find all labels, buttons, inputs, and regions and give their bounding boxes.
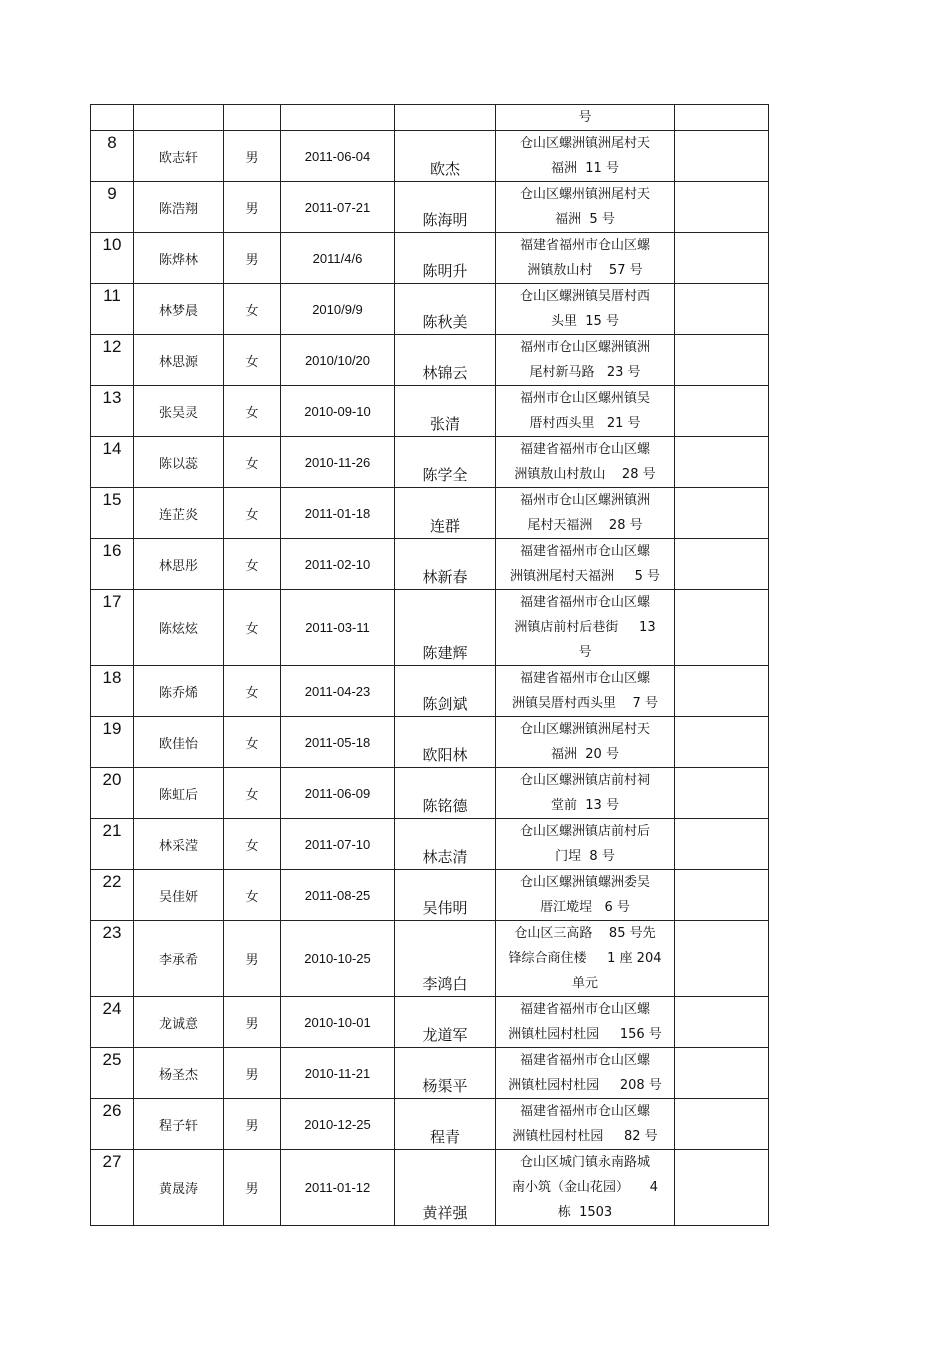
- sex-cell: 女: [224, 717, 281, 768]
- address-text: 福建省福州市仓山区螺 洲镇杜园村杜园 156 号: [508, 1002, 662, 1042]
- number-cell: [91, 386, 134, 437]
- birth-date-cell: 2011-05-18: [281, 717, 395, 768]
- number-text: 26: [102, 1101, 122, 1120]
- extra-cell: [675, 590, 769, 666]
- number-cell: [91, 1048, 134, 1099]
- sex-cell: 女: [224, 488, 281, 539]
- table-row: [91, 1150, 769, 1226]
- address-cell: [496, 768, 675, 819]
- number-cell: [91, 997, 134, 1048]
- address-text: 仓山区螺洲镇洲尾村天 福洲 20 号: [519, 722, 650, 762]
- number-cell: [91, 1099, 134, 1150]
- sex-cell: 男: [224, 921, 281, 997]
- student-name-cell: 吴佳妍: [134, 870, 224, 921]
- address-cell: [496, 437, 675, 488]
- student-name-cell: 连芷炎: [134, 488, 224, 539]
- address-cell: [496, 819, 675, 870]
- address-cell: [496, 105, 675, 131]
- number-text: 9: [107, 184, 117, 203]
- parent-name-cell: [395, 997, 496, 1048]
- sex-cell: 男: [224, 997, 281, 1048]
- sex-cell: 男: [224, 1099, 281, 1150]
- number-text: 13: [102, 388, 122, 407]
- table-row: [91, 997, 769, 1048]
- number-cell: [91, 921, 134, 997]
- extra-cell: [675, 768, 769, 819]
- birth-date-cell: 2010/10/20: [281, 335, 395, 386]
- extra-cell: [675, 182, 769, 233]
- student-name-cell: 杨圣杰: [134, 1048, 224, 1099]
- sex-cell: [224, 105, 281, 131]
- extra-cell: [675, 1150, 769, 1226]
- address-cell: [496, 590, 675, 666]
- extra-cell: [675, 284, 769, 335]
- table-row: [91, 666, 769, 717]
- table-row: [91, 539, 769, 590]
- address-text: 福建省福州市仓山区螺 洲镇杜园村杜园 208 号: [508, 1053, 662, 1093]
- address-cell: [496, 539, 675, 590]
- table-row: [91, 233, 769, 284]
- parent-name-text: 陈剑斌: [422, 695, 468, 713]
- table-row: [91, 1099, 769, 1150]
- parent-name-text: 黄祥强: [422, 1204, 468, 1222]
- student-name-cell: 程子轩: [134, 1099, 224, 1150]
- parent-name-text: 龙道军: [422, 1026, 468, 1044]
- number-text: 23: [102, 923, 122, 942]
- parent-name-cell: [395, 182, 496, 233]
- address-text: 仓山区螺洲镇洲尾村天 福洲 11 号: [519, 136, 650, 176]
- student-name-cell: 林思彤: [134, 539, 224, 590]
- address-cell: [496, 717, 675, 768]
- address-text: 仓山区螺洲镇螺洲委吴 厝江墘埕 6 号: [519, 875, 650, 915]
- table-row: [91, 768, 769, 819]
- address-cell: [496, 386, 675, 437]
- number-text: 19: [102, 719, 122, 738]
- parent-name-cell: [395, 1099, 496, 1150]
- sex-cell: 男: [224, 1150, 281, 1226]
- number-cell: [91, 590, 134, 666]
- number-text: 27: [102, 1152, 122, 1171]
- number-text: 20: [102, 770, 122, 789]
- address-cell: [496, 131, 675, 182]
- address-cell: [496, 233, 675, 284]
- number-text: 21: [102, 821, 122, 840]
- address-text: 福建省福州市仓山区螺 洲镇洲尾村天福洲 5 号: [509, 544, 661, 584]
- parent-name-text: 林新春: [422, 568, 468, 586]
- number-cell: [91, 717, 134, 768]
- table-row: [91, 819, 769, 870]
- address-cell: [496, 284, 675, 335]
- extra-cell: [675, 539, 769, 590]
- parent-name-text: 陈秋美: [422, 313, 468, 331]
- number-text: 16: [102, 541, 122, 560]
- address-cell: [496, 182, 675, 233]
- table-row: [91, 437, 769, 488]
- student-name-cell: 陈虹后: [134, 768, 224, 819]
- parent-name-cell: [395, 539, 496, 590]
- table-row: [91, 488, 769, 539]
- number-text: 24: [102, 999, 122, 1018]
- birth-date-cell: [281, 105, 395, 131]
- table-row: [91, 105, 769, 131]
- extra-cell: [675, 666, 769, 717]
- birth-date-cell: 2011-01-12: [281, 1150, 395, 1226]
- address-cell: [496, 921, 675, 997]
- address-text: 仓山区螺洲镇店前村祠 堂前 13 号: [519, 773, 650, 813]
- extra-cell: [675, 1048, 769, 1099]
- sex-cell: 女: [224, 666, 281, 717]
- sex-cell: 男: [224, 131, 281, 182]
- parent-name-text: 连群: [429, 517, 460, 535]
- extra-cell: [675, 717, 769, 768]
- birth-date-cell: 2010-11-26: [281, 437, 395, 488]
- birth-date-cell: 2011-06-09: [281, 768, 395, 819]
- birth-date-cell: 2011-01-18: [281, 488, 395, 539]
- sex-cell: 女: [224, 819, 281, 870]
- parent-name-cell: [395, 819, 496, 870]
- number-cell: [91, 768, 134, 819]
- number-cell: [91, 335, 134, 386]
- parent-name-cell: [395, 590, 496, 666]
- parent-name-cell: [395, 105, 496, 131]
- number-cell: [91, 539, 134, 590]
- parent-name-cell: [395, 666, 496, 717]
- number-text: 8: [107, 133, 117, 152]
- sex-cell: 女: [224, 539, 281, 590]
- sex-cell: 女: [224, 590, 281, 666]
- address-cell: [496, 488, 675, 539]
- address-cell: [496, 1099, 675, 1150]
- student-name-cell: 陈浩翔: [134, 182, 224, 233]
- extra-cell: [675, 1099, 769, 1150]
- table-row: [91, 1048, 769, 1099]
- student-name-cell: 欧佳怡: [134, 717, 224, 768]
- birth-date-cell: 2011-06-04: [281, 131, 395, 182]
- sex-cell: 男: [224, 182, 281, 233]
- student-name-cell: 陈乔烯: [134, 666, 224, 717]
- sex-cell: 女: [224, 870, 281, 921]
- number-cell: [91, 182, 134, 233]
- extra-cell: [675, 997, 769, 1048]
- address-text: 仓山区螺州镇洲尾村天 福洲 5 号: [519, 187, 650, 227]
- number-cell: [91, 437, 134, 488]
- parent-name-cell: [395, 386, 496, 437]
- table-row: [91, 590, 769, 666]
- sex-cell: 女: [224, 386, 281, 437]
- extra-cell: [675, 437, 769, 488]
- parent-name-cell: [395, 717, 496, 768]
- extra-cell: [675, 335, 769, 386]
- sex-cell: 女: [224, 335, 281, 386]
- birth-date-cell: 2010/9/9: [281, 284, 395, 335]
- parent-name-cell: [395, 284, 496, 335]
- table-row: [91, 131, 769, 182]
- table-row: [91, 182, 769, 233]
- parent-name-cell: [395, 768, 496, 819]
- birth-date-cell: 2011-08-25: [281, 870, 395, 921]
- student-name-cell: 林思源: [134, 335, 224, 386]
- table-row: [91, 386, 769, 437]
- student-name-cell: 龙诚意: [134, 997, 224, 1048]
- address-text: 仓山区城门镇永南路城 南小筑（金山花园） 4 栋 1503: [512, 1155, 658, 1220]
- student-name-cell: 林采滢: [134, 819, 224, 870]
- birth-date-cell: 2011-02-10: [281, 539, 395, 590]
- parent-name-cell: [395, 131, 496, 182]
- number-text: 25: [102, 1050, 122, 1069]
- table-row: [91, 335, 769, 386]
- table-row: [91, 870, 769, 921]
- parent-name-text: 陈建辉: [422, 644, 468, 662]
- address-cell: [496, 997, 675, 1048]
- number-cell: [91, 284, 134, 335]
- address-cell: [496, 870, 675, 921]
- extra-cell: [675, 105, 769, 131]
- parent-name-cell: [395, 870, 496, 921]
- address-text: 福州市仓山区螺洲镇洲 尾村天福洲 28 号: [519, 493, 650, 533]
- number-text: 18: [102, 668, 122, 687]
- number-text: 12: [102, 337, 122, 356]
- student-name-cell: 李承希: [134, 921, 224, 997]
- address-cell: [496, 666, 675, 717]
- parent-name-text: 陈明升: [422, 262, 468, 280]
- number-cell: [91, 819, 134, 870]
- address-text: 号: [578, 110, 592, 125]
- student-name-cell: 张吴灵: [134, 386, 224, 437]
- address-cell: [496, 1150, 675, 1226]
- birth-date-cell: 2010-10-01: [281, 997, 395, 1048]
- student-name-cell: 陈以蕊: [134, 437, 224, 488]
- birth-date-cell: 2010-09-10: [281, 386, 395, 437]
- birth-date-cell: 2011/4/6: [281, 233, 395, 284]
- address-text: 福建省福州市仓山区螺 洲镇敖山村 57 号: [519, 238, 650, 278]
- parent-name-text: 吴伟明: [422, 899, 468, 917]
- parent-name-text: 陈海明: [422, 211, 468, 229]
- address-cell: [496, 335, 675, 386]
- number-text: 11: [103, 286, 121, 305]
- address-text: 福建省福州市仓山区螺 洲镇杜园村杜园 82 号: [512, 1104, 658, 1144]
- student-name-cell: 陈炫炫: [134, 590, 224, 666]
- parent-name-text: 陈学全: [422, 466, 468, 484]
- birth-date-cell: 2010-12-25: [281, 1099, 395, 1150]
- number-cell: [91, 488, 134, 539]
- birth-date-cell: 2011-07-10: [281, 819, 395, 870]
- address-text: 福州市仓山区螺洲镇洲 尾村新马路 23 号: [519, 340, 650, 380]
- birth-date-cell: 2011-07-21: [281, 182, 395, 233]
- parent-name-text: 林志清: [422, 848, 468, 866]
- extra-cell: [675, 386, 769, 437]
- table-row: [91, 921, 769, 997]
- student-name-cell: 林梦晨: [134, 284, 224, 335]
- parent-name-text: 李鸿白: [422, 975, 468, 993]
- parent-name-text: 程青: [429, 1128, 460, 1146]
- parent-name-cell: [395, 921, 496, 997]
- number-text: 14: [102, 439, 122, 458]
- parent-name-cell: [395, 335, 496, 386]
- parent-name-text: 欧阳林: [422, 746, 468, 764]
- number-text: 10: [102, 235, 122, 254]
- parent-name-cell: [395, 1048, 496, 1099]
- number-text: 17: [102, 592, 122, 611]
- address-text: 福建省福州市仓山区螺 洲镇店前村后巷街 13 号: [514, 595, 656, 660]
- number-cell: [91, 233, 134, 284]
- address-text: 仓山区螺洲镇吴厝村西 头里 15 号: [519, 289, 650, 329]
- birth-date-cell: 2011-04-23: [281, 666, 395, 717]
- address-text: 福建省福州市仓山区螺 洲镇敖山村敖山 28 号: [514, 442, 656, 482]
- table-row: [91, 717, 769, 768]
- extra-cell: [675, 870, 769, 921]
- parent-name-cell: [395, 488, 496, 539]
- number-cell: [91, 1150, 134, 1226]
- birth-date-cell: 2011-03-11: [281, 590, 395, 666]
- address-text: 福建省福州市仓山区螺 洲镇吴厝村西头里 7 号: [512, 671, 658, 711]
- roster-body: [91, 105, 769, 1226]
- number-text: 15: [102, 490, 122, 509]
- number-cell: [91, 870, 134, 921]
- sex-cell: 女: [224, 768, 281, 819]
- extra-cell: [675, 488, 769, 539]
- student-name-cell: 黄晟涛: [134, 1150, 224, 1226]
- parent-name-text: 陈铭德: [422, 797, 468, 815]
- number-text: 22: [102, 872, 122, 891]
- number-cell: [91, 666, 134, 717]
- parent-name-text: 张清: [429, 415, 460, 433]
- sex-cell: 女: [224, 284, 281, 335]
- student-name-cell: 陈烨林: [134, 233, 224, 284]
- address-cell: [496, 1048, 675, 1099]
- number-cell: [91, 131, 134, 182]
- parent-name-cell: [395, 437, 496, 488]
- sex-cell: 女: [224, 437, 281, 488]
- parent-name-cell: [395, 233, 496, 284]
- student-name-cell: 欧志轩: [134, 131, 224, 182]
- student-roster-table: [90, 104, 769, 1226]
- parent-name-cell: [395, 1150, 496, 1226]
- birth-date-cell: 2010-11-21: [281, 1048, 395, 1099]
- extra-cell: [675, 131, 769, 182]
- birth-date-cell: 2010-10-25: [281, 921, 395, 997]
- sex-cell: 男: [224, 233, 281, 284]
- parent-name-text: 欧杰: [429, 160, 460, 178]
- student-name-cell: [134, 105, 224, 131]
- table-row: [91, 284, 769, 335]
- sex-cell: 男: [224, 1048, 281, 1099]
- extra-cell: [675, 233, 769, 284]
- extra-cell: [675, 819, 769, 870]
- number-cell: [91, 105, 134, 131]
- extra-cell: [675, 921, 769, 997]
- parent-name-text: 杨渠平: [422, 1077, 468, 1095]
- address-text: 仓山区三高路 85 号先 锋综合商住楼 1 座 204 单元: [508, 926, 662, 991]
- parent-name-text: 林锦云: [422, 364, 468, 382]
- address-text: 仓山区螺洲镇店前村后 门埕 8 号: [519, 824, 650, 864]
- address-text: 福州市仓山区螺州镇吴 厝村西头里 21 号: [519, 391, 650, 431]
